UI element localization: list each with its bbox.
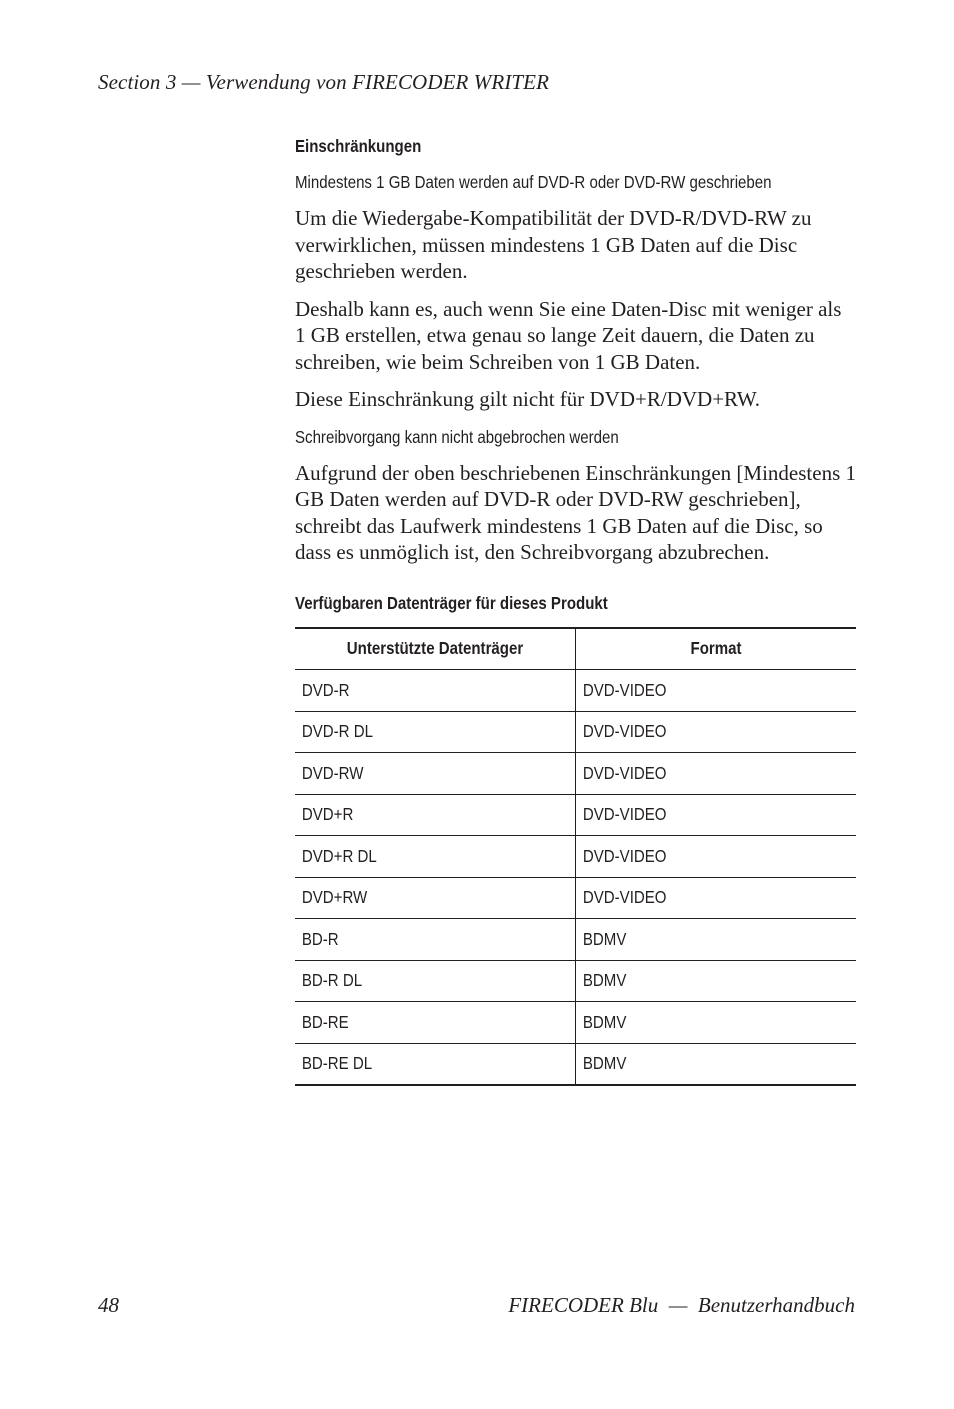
media-cell: DVD+R: [295, 794, 576, 836]
column-header-media: Unterstützte Datenträger: [295, 628, 576, 670]
subsection-heading-2: Schreibvorgang kann nicht abgebrochen werden: [295, 426, 619, 447]
section-heading: Einschränkungen: [295, 136, 422, 156]
format-cell: DVD-VIDEO: [576, 711, 857, 753]
table-row: [295, 960, 856, 1002]
subsection-heading-1: Mindestens 1 GB Daten werden auf DVD-R oder DVD-RW geschrieben: [295, 172, 772, 192]
table-header-row: [295, 628, 856, 670]
table-title: Verfügbaren Datenträger für dieses Produkt: [295, 592, 608, 613]
page-number: 48: [98, 1293, 119, 1317]
format-cell: BDMV: [576, 1002, 857, 1044]
running-head: Section 3 — Verwendung von FIRECODER WRITER: [98, 70, 550, 94]
format-cell: BDMV: [576, 960, 857, 1002]
table-row: [295, 753, 856, 795]
paragraph-1: Um die Wiedergabe-Kompatibilität der DVD-R/DVD-RW zu verwirklichen, müssen mindestens 1 GB Daten auf die Disc geschrieben werden.: [295, 206, 812, 283]
media-cell: BD-R DL: [295, 960, 576, 1002]
media-cell: BD-RE DL: [295, 1043, 576, 1085]
table-row: [295, 794, 856, 836]
media-cell: DVD+RW: [295, 877, 576, 919]
paragraph-3: Diese Einschränkung gilt nicht für DVD+R/DVD+RW.: [295, 387, 761, 411]
table-row: [295, 711, 856, 753]
main-content: [295, 133, 857, 1086]
format-cell: DVD-VIDEO: [576, 753, 857, 795]
table-row: [295, 1002, 856, 1044]
format-cell: DVD-VIDEO: [576, 877, 857, 919]
format-cell: BDMV: [582, 1053, 627, 1074]
media-cell: DVD-RW: [295, 753, 576, 795]
format-cell: DVD-VIDEO: [576, 836, 857, 878]
media-cell: DVD-R DL: [295, 711, 576, 753]
table-row: [295, 836, 856, 878]
column-header-format: Format: [576, 628, 857, 670]
media-cell: DVD+R DL: [295, 836, 576, 878]
table-row: [295, 1043, 856, 1085]
media-cell: BD-R: [295, 919, 576, 961]
footer-title: FIRECODER Blu — Benutzerhandbuch: [508, 1293, 855, 1317]
table-row: [295, 877, 856, 919]
paragraph-2: Deshalb kann es, auch wenn Sie eine Daten-Disc mit weniger als 1 GB erstellen, etwa genau so lange Zeit dauern, die Daten zu schreiben, wie beim Schreiben von 1 GB Daten.: [295, 296, 842, 374]
table-row: [295, 919, 856, 961]
paragraph-4: Aufgrund der oben beschriebenen Einschränkungen [Mindestens 1 GB Daten werden auf DVD-R oder DVD-RW geschrieben], schreibt das Laufwerk mindestens 1 GB Daten auf die Disc, so dass es unmöglich ist, den Schreibvorgang abzubrechen.: [295, 460, 857, 564]
format-cell: DVD-VIDEO: [576, 794, 857, 836]
media-cell: DVD-R: [295, 670, 576, 712]
format-cell: BDMV: [576, 919, 857, 961]
table-row: [295, 670, 856, 712]
media-table: [295, 627, 856, 1087]
format-cell: DVD-VIDEO: [576, 670, 857, 712]
media-cell: BD-RE: [295, 1002, 576, 1044]
